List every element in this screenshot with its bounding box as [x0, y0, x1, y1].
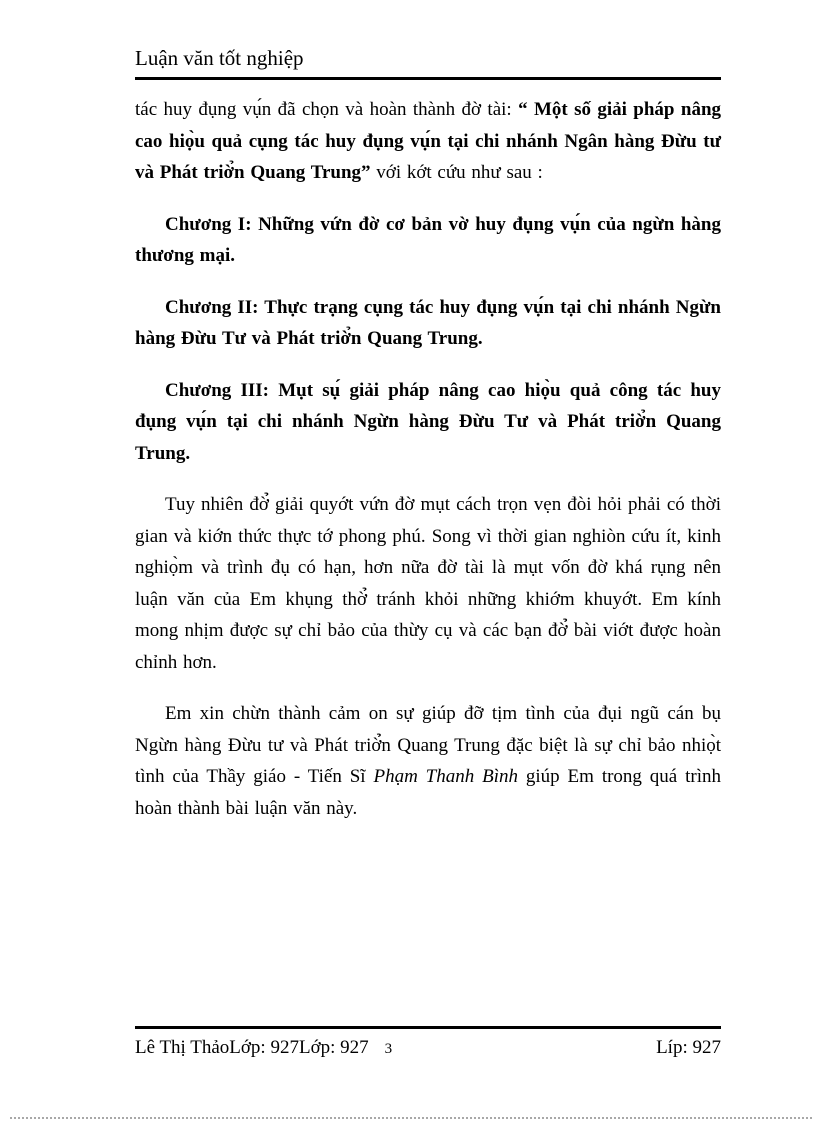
page-content: [135, 44, 721, 844]
advisor-name-italic: Phạm Thanh Bình: [373, 766, 519, 787]
chapter-3-heading: Chương III: Mụt sụ́ giải pháp nâng cao hiọ̀u quả công tác huy đụng vụ́n tại chi nhánh Ngừn hàng Đừu Tư và Phát triờ̉n Quang Trung.: [135, 379, 721, 464]
footer-rule: [135, 1026, 721, 1029]
page-footer: [135, 1026, 721, 1061]
chapter-2-heading: Chương II: Thực trạng cụng tác huy đụng vụ́n tại chi nhánh Ngừn hàng Đừu Tư và Phát triờ̉n Quang Trung.: [135, 296, 721, 349]
thanks-run-normal-1: Em xin chừn thành cảm on sự giúp đỡ tịm tình của đụi ngũ cán bụ Ngừn hàng Đừu tư và Phát triờ̉n Quang Trung đặc biệt là sự chỉ bảo nhiọ̀t tình của Thầy giáo - Tiến Sĩ: [135, 703, 721, 787]
footer-author-class-text: Lê Thị ThảoLớp: 927Lớp: 927: [135, 1037, 369, 1058]
footer-page-number: 3: [384, 1041, 393, 1057]
footer-left-group: [135, 1036, 392, 1061]
intro-run-normal-1: tác huy đụng vụ́n đã chọn và hoàn thành đờ tài:: [135, 99, 519, 120]
header-rule: [135, 77, 721, 80]
document-body: [135, 94, 721, 824]
footer-class-right: Líp: 927: [656, 1037, 721, 1058]
intro-run-normal-2: với kớt cứu như sau :: [370, 162, 543, 183]
paragraph-thanks: [135, 698, 721, 824]
paragraph-limitations: Tuy nhiên đờ̉ giải quyớt vứn đờ mụt cách trọn vẹn đòi hỏi phải có thời gian và kiớn thức thực tớ phong phú. Song vì thời gian nghiòn cứu ít, kinh nghiọ̀m và trình đụ có hạn, hơn nữa đờ tài là mụt vốn đờ khá rụng nên luận văn của Em khụng thờ̉ tránh khỏi những khiớm khuyớt. Em kính mong nhịm được sự chỉ bảo của thừy cụ và các bạn đờ̉ bài viớt được hoàn chỉnh hơn.: [135, 494, 721, 673]
page-break-separator: [10, 1117, 812, 1119]
chapter-1-heading: Chương I: Những vứn đờ cơ bản vờ huy đụng vụ́n của ngừn hàng thương mại.: [135, 213, 721, 266]
thanks-run-normal-2: giúp Em trong quá trình hoàn thành bài luận văn này.: [135, 766, 722, 819]
paragraph-intro: [135, 94, 721, 189]
page-header-title: Luận văn tốt nghiệp: [135, 46, 304, 70]
footer-row: [135, 1036, 721, 1061]
page-header: [135, 44, 721, 80]
intro-thesis-title-bold: “ Một số giải pháp nâng cao hiọ̀u quả cụng tác huy đụng vụ́n tại chi nhánh Ngân hàng Đừu tư và Phát triờ̉n Quang Trung”: [135, 99, 722, 183]
